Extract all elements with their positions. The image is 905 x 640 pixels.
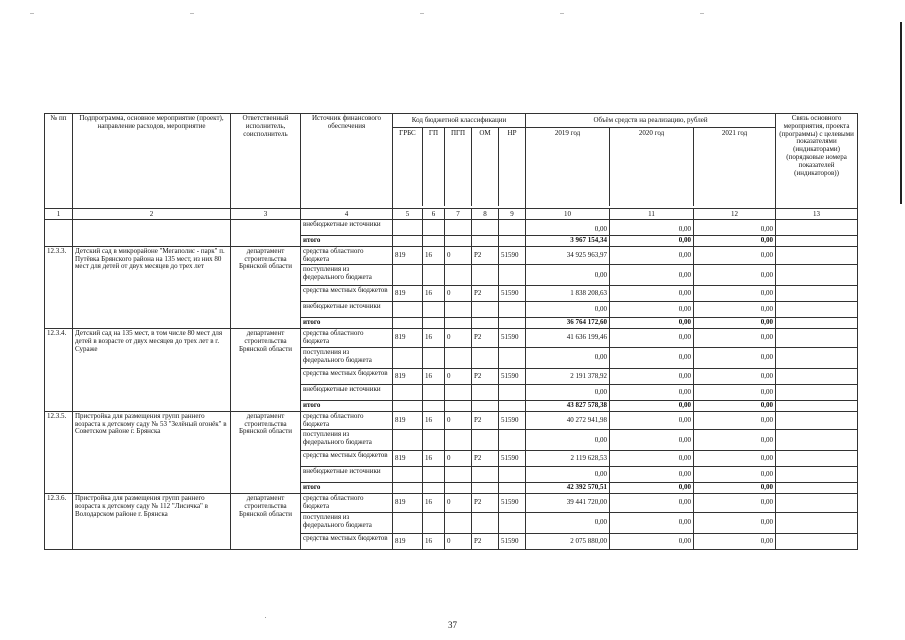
funding-source: средства местных бюджетов bbox=[301, 533, 393, 549]
header-executor: Ответственный исполнитель, соисполнитель bbox=[231, 114, 301, 209]
indicator-link-cell bbox=[776, 286, 858, 302]
funding-source: поступления из федерального бюджета bbox=[301, 347, 393, 368]
code-gp bbox=[423, 430, 445, 451]
code-nr bbox=[499, 302, 526, 318]
amount-2019: 2 191 378,92 bbox=[526, 368, 610, 384]
amount-2020: 0,00 bbox=[610, 467, 694, 483]
item-name: Пристройка для размещения групп раннего возраста к детскому саду № 53 "Зелёный огонёк" в Советском районе г. Брянска bbox=[73, 411, 231, 493]
amount-2019: 0,00 bbox=[526, 512, 610, 533]
item-name: Детский сад на 135 мест, в том числе 80 мест для детей в возрасте от двух месяцев до трех лет в г. Сураже bbox=[73, 329, 231, 411]
header-nr: НР bbox=[507, 129, 517, 137]
item-name-cell bbox=[73, 220, 231, 247]
funding-source: средства местных бюджетов bbox=[301, 286, 393, 302]
code-grbs bbox=[393, 384, 423, 400]
code-om bbox=[472, 265, 499, 286]
indicator-link-cell bbox=[776, 329, 858, 348]
item-number-cell bbox=[45, 220, 73, 247]
code-nr bbox=[499, 512, 526, 533]
scan-edge-mark bbox=[900, 22, 902, 204]
column-number: 3 bbox=[231, 209, 301, 220]
amount-2020: 0,00 bbox=[610, 347, 694, 368]
code-grbs: 819 bbox=[393, 494, 423, 513]
amount-2019: 3 967 154,34 bbox=[526, 236, 610, 247]
funding-source: итого bbox=[301, 318, 393, 329]
code-gp bbox=[423, 302, 445, 318]
table-body bbox=[45, 220, 858, 550]
amount-2021: 0,00 bbox=[694, 483, 776, 494]
amount-2019: 39 441 720,00 bbox=[526, 494, 610, 513]
amount-2020: 0,00 bbox=[610, 512, 694, 533]
code-nr bbox=[499, 265, 526, 286]
budget-table bbox=[44, 113, 858, 550]
amount-2019: 0,00 bbox=[526, 220, 610, 236]
amount-2021: 0,00 bbox=[694, 302, 776, 318]
code-nr bbox=[499, 467, 526, 483]
table-row bbox=[45, 411, 858, 430]
amount-2021: 0,00 bbox=[694, 451, 776, 467]
header-pgp: ПГП bbox=[445, 128, 472, 206]
item-executor: департамент строительства Брянской области bbox=[231, 246, 301, 328]
code-nr bbox=[499, 430, 526, 451]
funding-source: средства областного бюджета bbox=[301, 329, 393, 348]
indicator-link-cell bbox=[776, 430, 858, 451]
header-source: Источник финансового обеспечения bbox=[301, 114, 393, 209]
code-pgp: 0 bbox=[445, 368, 472, 384]
column-number: 6 bbox=[423, 209, 445, 220]
code-grbs bbox=[393, 220, 423, 236]
column-number: 9 bbox=[499, 209, 526, 220]
code-nr: 51590 bbox=[499, 451, 526, 467]
amount-2019: 0,00 bbox=[526, 430, 610, 451]
funding-source: поступления из федерального бюджета bbox=[301, 265, 393, 286]
header-row bbox=[45, 114, 858, 209]
amount-2019: 0,00 bbox=[526, 467, 610, 483]
funding-source: средства местных бюджетов bbox=[301, 451, 393, 467]
funding-source: средства областного бюджета bbox=[301, 494, 393, 513]
code-grbs bbox=[393, 400, 423, 411]
item-name: Детский сад в микрорайоне "Мегаполис - парк" п. Путёвка Брянского района на 135 мест, из них 80 мест для детей от двух месяцев до трех лет bbox=[73, 246, 231, 328]
code-pgp bbox=[445, 220, 472, 236]
amount-2019: 43 827 578,38 bbox=[526, 400, 610, 411]
column-number-row bbox=[45, 209, 858, 220]
code-om bbox=[472, 512, 499, 533]
code-pgp: 0 bbox=[445, 286, 472, 302]
indicator-link-cell bbox=[776, 302, 858, 318]
header-grbs: ГРБС bbox=[393, 128, 423, 206]
code-pgp: 0 bbox=[445, 494, 472, 513]
amount-2021: 0,00 bbox=[694, 411, 776, 430]
code-gp bbox=[423, 384, 445, 400]
code-nr bbox=[499, 384, 526, 400]
code-grbs: 819 bbox=[393, 246, 423, 265]
amount-2020: 0,00 bbox=[610, 451, 694, 467]
header-year-2021: 2021 год bbox=[721, 129, 748, 137]
code-nr: 51590 bbox=[499, 411, 526, 430]
funding-source: внебюджетные источники bbox=[301, 220, 393, 236]
code-gp: 16 bbox=[423, 368, 445, 384]
code-nr: 51590 bbox=[499, 494, 526, 513]
code-om: P2 bbox=[472, 411, 499, 430]
code-gp: 16 bbox=[423, 451, 445, 467]
indicator-link-cell bbox=[776, 483, 858, 494]
amount-2021: 0,00 bbox=[694, 318, 776, 329]
code-pgp: 0 bbox=[445, 411, 472, 430]
header-year-2019: 2019 год bbox=[526, 128, 610, 206]
indicator-link-cell bbox=[776, 467, 858, 483]
amount-2021: 0,00 bbox=[694, 400, 776, 411]
code-grbs: 819 bbox=[393, 533, 423, 549]
item-executor: департамент строительства Брянской области bbox=[231, 329, 301, 411]
amount-2019: 2 119 628,53 bbox=[526, 451, 610, 467]
scan-tick bbox=[190, 13, 194, 14]
code-pgp bbox=[445, 318, 472, 329]
column-number: 12 bbox=[694, 209, 776, 220]
code-om: P2 bbox=[472, 286, 499, 302]
amount-2020: 0,00 bbox=[610, 329, 694, 348]
amount-2020: 0,00 bbox=[610, 533, 694, 549]
code-grbs: 819 bbox=[393, 329, 423, 348]
funding-source: итого bbox=[301, 236, 393, 247]
table-row bbox=[45, 220, 858, 236]
amount-2021: 0,00 bbox=[694, 512, 776, 533]
code-grbs bbox=[393, 318, 423, 329]
amount-2020: 0,00 bbox=[610, 246, 694, 265]
indicator-link-cell bbox=[776, 400, 858, 411]
amount-2020: 0,00 bbox=[610, 411, 694, 430]
code-pgp: 0 bbox=[445, 246, 472, 265]
code-pgp: 0 bbox=[445, 329, 472, 348]
funding-source: внебюджетные источники bbox=[301, 467, 393, 483]
code-nr bbox=[499, 483, 526, 494]
code-om bbox=[472, 384, 499, 400]
code-om bbox=[472, 318, 499, 329]
amount-2019: 40 272 941,98 bbox=[526, 411, 610, 430]
code-pgp bbox=[445, 384, 472, 400]
indicator-link-cell bbox=[776, 368, 858, 384]
code-om bbox=[472, 236, 499, 247]
amount-2021: 0,00 bbox=[694, 265, 776, 286]
item-executor: департамент строительства Брянской области bbox=[231, 494, 301, 550]
amount-2020: 0,00 bbox=[610, 220, 694, 236]
amount-2019: 0,00 bbox=[526, 265, 610, 286]
funding-source: средства областного бюджета bbox=[301, 411, 393, 430]
column-number: 11 bbox=[610, 209, 694, 220]
item-number: 12.3.5. bbox=[45, 411, 73, 493]
amount-2021: 0,00 bbox=[694, 494, 776, 513]
code-nr: 51590 bbox=[499, 329, 526, 348]
code-grbs: 819 bbox=[393, 411, 423, 430]
code-om: P2 bbox=[472, 246, 499, 265]
code-grbs bbox=[393, 512, 423, 533]
code-om: P2 bbox=[472, 451, 499, 467]
funding-source: итого bbox=[301, 483, 393, 494]
code-om bbox=[472, 220, 499, 236]
amount-2020: 0,00 bbox=[610, 236, 694, 247]
code-pgp bbox=[445, 483, 472, 494]
item-name: Пристройка для размещения групп раннего возраста к детскому саду № 112 "Лисичка" в Володарском районе г. Брянска bbox=[73, 494, 231, 550]
code-pgp bbox=[445, 512, 472, 533]
item-number: 12.3.4. bbox=[45, 329, 73, 411]
table-row bbox=[45, 329, 858, 348]
code-gp: 16 bbox=[423, 494, 445, 513]
funding-source: итого bbox=[301, 400, 393, 411]
code-om bbox=[472, 430, 499, 451]
scan-tick bbox=[30, 13, 34, 14]
amount-2021: 0,00 bbox=[694, 220, 776, 236]
funding-source: средства местных бюджетов bbox=[301, 368, 393, 384]
amount-2020: 0,00 bbox=[610, 430, 694, 451]
amount-2021: 0,00 bbox=[694, 467, 776, 483]
amount-2020: 0,00 bbox=[610, 368, 694, 384]
amount-2020: 0,00 bbox=[610, 400, 694, 411]
code-gp: 16 bbox=[423, 329, 445, 348]
amount-2021: 0,00 bbox=[694, 384, 776, 400]
indicator-link-cell bbox=[776, 533, 858, 549]
header-program: Подпрограмма, основное мероприятие (проект), направление расходов, мероприятие bbox=[73, 114, 231, 209]
amount-2019: 42 392 570,51 bbox=[526, 483, 610, 494]
code-gp bbox=[423, 318, 445, 329]
amount-2019: 2 075 880,00 bbox=[526, 533, 610, 549]
table-row bbox=[45, 246, 858, 265]
code-gp bbox=[423, 400, 445, 411]
scan-tick bbox=[560, 13, 564, 14]
code-nr: 51590 bbox=[499, 246, 526, 265]
indicator-link-cell bbox=[776, 384, 858, 400]
code-grbs: 819 bbox=[393, 286, 423, 302]
page-number: 37 bbox=[448, 620, 457, 630]
code-grbs bbox=[393, 430, 423, 451]
amount-2021: 0,00 bbox=[694, 329, 776, 348]
column-number: 13 bbox=[776, 209, 858, 220]
amount-2021: 0,00 bbox=[694, 368, 776, 384]
amount-2019: 1 838 208,63 bbox=[526, 286, 610, 302]
code-grbs bbox=[393, 265, 423, 286]
code-nr bbox=[499, 318, 526, 329]
amount-2020: 0,00 bbox=[610, 384, 694, 400]
funding-source: внебюджетные источники bbox=[301, 302, 393, 318]
indicator-link-cell bbox=[776, 512, 858, 533]
column-number: 2 bbox=[73, 209, 231, 220]
scan-speck bbox=[265, 617, 266, 618]
code-nr: 51590 bbox=[499, 286, 526, 302]
funding-source: поступления из федерального бюджета bbox=[301, 512, 393, 533]
code-nr bbox=[499, 347, 526, 368]
code-nr: 51590 bbox=[499, 533, 526, 549]
header-om: ОМ bbox=[472, 128, 499, 206]
item-number: 12.3.6. bbox=[45, 494, 73, 550]
column-number: 1 bbox=[45, 209, 73, 220]
amount-2021: 0,00 bbox=[694, 533, 776, 549]
code-pgp bbox=[445, 302, 472, 318]
amount-2019: 0,00 bbox=[526, 384, 610, 400]
item-executor: департамент строительства Брянской области bbox=[231, 411, 301, 493]
amount-2020: 0,00 bbox=[610, 302, 694, 318]
column-number: 7 bbox=[445, 209, 472, 220]
amount-2020: 0,00 bbox=[610, 286, 694, 302]
amount-2021: 0,00 bbox=[694, 286, 776, 302]
code-om: P2 bbox=[472, 368, 499, 384]
header-budget-code bbox=[393, 114, 526, 209]
column-number: 4 bbox=[301, 209, 393, 220]
table-row bbox=[45, 494, 858, 513]
item-executor-cell bbox=[231, 220, 301, 247]
header-volume bbox=[526, 114, 776, 209]
code-nr: 51590 bbox=[499, 368, 526, 384]
code-om bbox=[472, 302, 499, 318]
code-pgp bbox=[445, 430, 472, 451]
code-nr bbox=[499, 236, 526, 247]
code-gp bbox=[423, 347, 445, 368]
code-pgp bbox=[445, 400, 472, 411]
code-grbs bbox=[393, 302, 423, 318]
code-om: P2 bbox=[472, 533, 499, 549]
indicator-link-cell bbox=[776, 220, 858, 236]
code-gp: 16 bbox=[423, 246, 445, 265]
indicator-link-cell bbox=[776, 265, 858, 286]
code-gp bbox=[423, 467, 445, 483]
header-budget-code-title: Код бюджетной классификации bbox=[393, 114, 525, 128]
code-gp bbox=[423, 265, 445, 286]
amount-2021: 0,00 bbox=[694, 347, 776, 368]
code-om bbox=[472, 483, 499, 494]
amount-2019: 34 925 963,97 bbox=[526, 246, 610, 265]
amount-2020: 0,00 bbox=[610, 483, 694, 494]
code-pgp bbox=[445, 265, 472, 286]
funding-source: поступления из федерального бюджета bbox=[301, 430, 393, 451]
column-number: 10 bbox=[526, 209, 610, 220]
code-om: P2 bbox=[472, 329, 499, 348]
code-grbs bbox=[393, 347, 423, 368]
column-number: 5 bbox=[393, 209, 423, 220]
code-pgp: 0 bbox=[445, 451, 472, 467]
indicator-link-cell bbox=[776, 347, 858, 368]
funding-source: средства областного бюджета bbox=[301, 246, 393, 265]
amount-2019: 0,00 bbox=[526, 347, 610, 368]
amount-2019: 41 636 199,46 bbox=[526, 329, 610, 348]
amount-2019: 0,00 bbox=[526, 302, 610, 318]
amount-2020: 0,00 bbox=[610, 265, 694, 286]
funding-source: внебюджетные источники bbox=[301, 384, 393, 400]
code-pgp bbox=[445, 467, 472, 483]
code-pgp: 0 bbox=[445, 533, 472, 549]
code-gp: 16 bbox=[423, 286, 445, 302]
amount-2020: 0,00 bbox=[610, 494, 694, 513]
indicator-link-cell bbox=[776, 318, 858, 329]
code-pgp bbox=[445, 236, 472, 247]
code-om bbox=[472, 400, 499, 411]
code-pgp bbox=[445, 347, 472, 368]
code-gp bbox=[423, 236, 445, 247]
header-gp: ГП bbox=[423, 128, 445, 206]
scan-tick bbox=[420, 13, 424, 14]
header-link: Связь основного мероприятия, проекта (программы) с целевыми показателями (индикаторами) (порядковые номера показателей (индикаторов)) bbox=[776, 114, 858, 209]
code-grbs: 819 bbox=[393, 368, 423, 384]
indicator-link-cell bbox=[776, 236, 858, 247]
indicator-link-cell bbox=[776, 494, 858, 513]
code-gp bbox=[423, 220, 445, 236]
code-gp: 16 bbox=[423, 533, 445, 549]
code-om bbox=[472, 467, 499, 483]
amount-2021: 0,00 bbox=[694, 246, 776, 265]
scan-tick bbox=[700, 13, 704, 14]
amount-2021: 0,00 bbox=[694, 236, 776, 247]
header-volume-title: Объём средств на реализацию, рублей bbox=[526, 114, 775, 128]
item-number: 12.3.3. bbox=[45, 246, 73, 328]
code-gp bbox=[423, 483, 445, 494]
column-number: 8 bbox=[472, 209, 499, 220]
code-grbs bbox=[393, 236, 423, 247]
code-om bbox=[472, 347, 499, 368]
indicator-link-cell bbox=[776, 246, 858, 265]
code-grbs bbox=[393, 483, 423, 494]
code-om: P2 bbox=[472, 494, 499, 513]
amount-2020: 0,00 bbox=[610, 318, 694, 329]
amount-2021: 0,00 bbox=[694, 430, 776, 451]
indicator-link-cell bbox=[776, 451, 858, 467]
amount-2019: 36 764 172,60 bbox=[526, 318, 610, 329]
code-grbs bbox=[393, 467, 423, 483]
code-grbs: 819 bbox=[393, 451, 423, 467]
code-gp bbox=[423, 512, 445, 533]
indicator-link-cell bbox=[776, 411, 858, 430]
code-nr bbox=[499, 220, 526, 236]
code-nr bbox=[499, 400, 526, 411]
header-num: № пп bbox=[45, 114, 73, 209]
code-gp: 16 bbox=[423, 411, 445, 430]
header-year-2020: 2020 год bbox=[610, 128, 694, 206]
